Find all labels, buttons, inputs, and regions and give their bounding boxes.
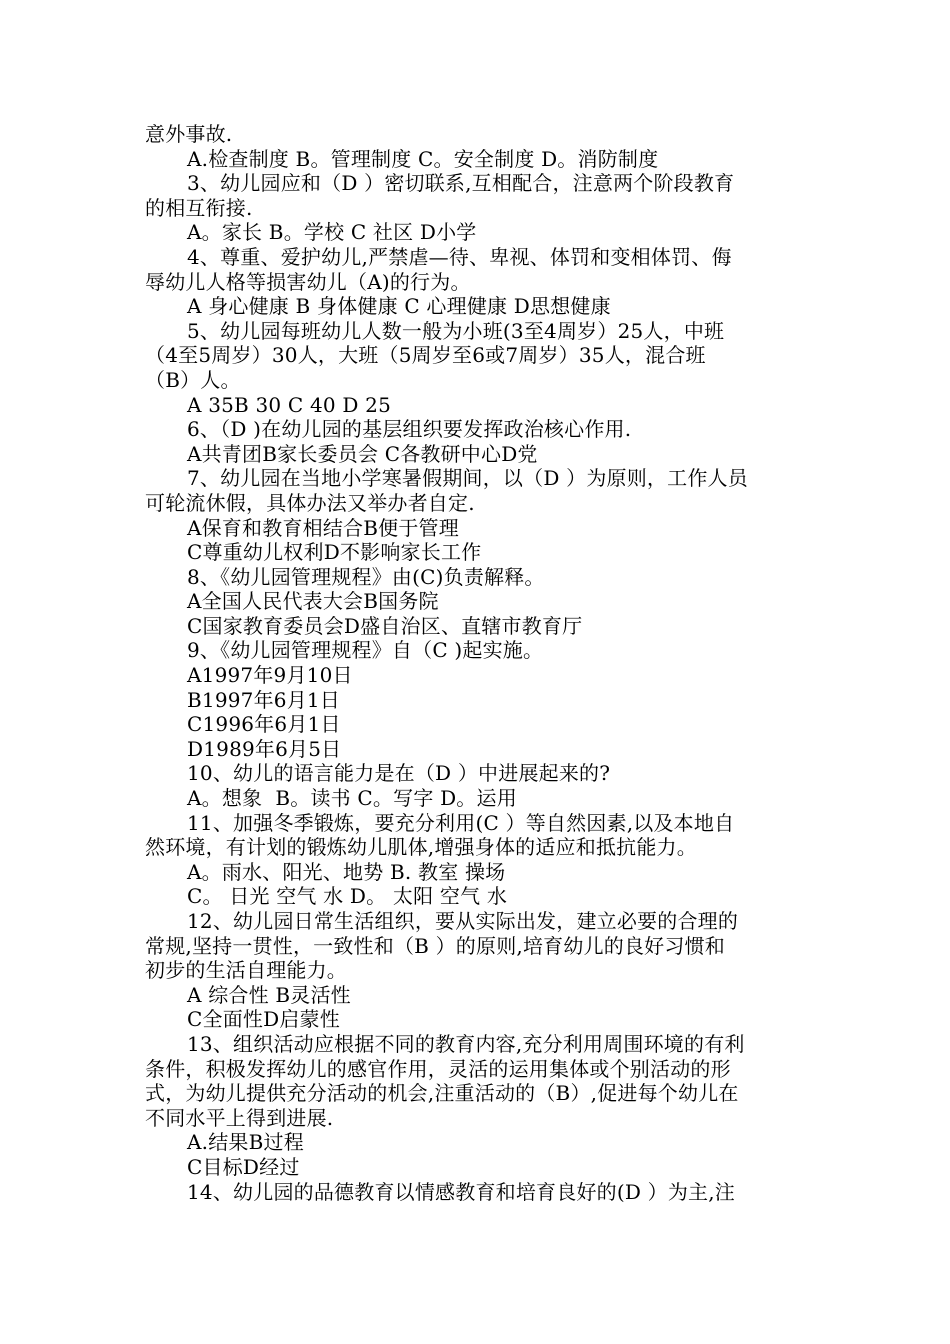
text-line: A 身心健康 B 身体健康 C 心理健康 D思想健康 <box>187 294 611 319</box>
text-line: A。雨水、阳光、地势 B. 教室 操场 <box>187 859 506 884</box>
text-line: 14、幼儿园的品德教育以情感教育和培育良好的(D ）为主,注 <box>187 1179 736 1204</box>
text-line: A全国人民代表大会B国务院 <box>187 589 439 614</box>
text-line: 不同水平上得到进展. <box>145 1105 334 1130</box>
text-line: （4至5周岁）30人，大班（5周岁至6或7周岁）35人，混合班 <box>145 343 706 368</box>
document-page <box>145 122 810 1204</box>
text-line: 4、尊重、爱护幼儿,严禁虐—待、卑视、体罚和变相体罚、侮 <box>187 244 732 269</box>
text-line: 然环境，有计划的锻炼幼儿肌体,增强身体的适应和抵抗能力。 <box>145 835 697 860</box>
text-line: 12、幼儿园日常生活组织，要从实际出发，建立必要的合理的 <box>187 909 739 933</box>
text-line: A共青团B家长委员会 C各教研中心D党 <box>187 441 538 466</box>
text-line: B1997年6月1日 <box>187 687 341 712</box>
text-line: 11、加强冬季锻炼，要充分利用(C ）等自然因素,以及本地自 <box>187 810 735 835</box>
text-line: A保育和教育相结合B便于管理 <box>187 515 459 540</box>
text-line: A 综合性 B灵活性 <box>187 982 351 1007</box>
text-line: A.检查制度 B。管理制度 C。安全制度 D。消防制度 <box>187 146 659 171</box>
text-line: A.结果B过程 <box>187 1130 304 1155</box>
text-line: C国家教育委员会D盛自治区、直辖市教育厅 <box>187 613 583 638</box>
text-line: A。想象 B。读书 C。写字 D。运用 <box>187 786 517 811</box>
text-line: （B）人。 <box>145 367 241 392</box>
text-line: C1996年6月1日 <box>187 712 341 737</box>
text-line: C尊重幼儿权利D不影响家长工作 <box>187 540 482 565</box>
text-line: 9、《幼儿园管理规程》自（C )起实施。 <box>187 638 544 663</box>
text-line: 8、《幼儿园管理规程》由(C)负责解释。 <box>187 564 545 589</box>
text-line: 13、组织活动应根据不同的教育内容,充分利用周围环境的有利 <box>187 1031 745 1056</box>
text-line: 5、幼儿园每班幼儿人数一般为小班(3至4周岁）25人，中班 <box>187 318 725 343</box>
text-line: 意外事故. <box>145 122 233 146</box>
text-line: 可轮流休假，具体办法又举办者自定. <box>145 490 475 515</box>
text-line: C目标D经过 <box>187 1154 300 1179</box>
text-line: 的相互衔接. <box>145 195 253 220</box>
text-line: A。家长 B。学校 C 社区 D小学 <box>187 220 477 245</box>
text-line: 条件，积极发挥幼儿的感官作用，灵活的运用集体或个别活动的形 <box>145 1056 731 1081</box>
text-line: 3、幼儿园应和（D ）密切联系,互相配合，注意两个阶段教育 <box>187 171 735 196</box>
text-line: 初步的生活自理能力。 <box>145 958 347 983</box>
text-line: 10、幼儿的语言能力是在（D ）中进展起来的? <box>187 761 611 786</box>
text-line: 辱幼儿人格等损害幼儿（A)的行为。 <box>145 269 471 294</box>
text-line: 6、（D )在幼儿园的基层组织要发挥政治核心作用. <box>187 417 632 442</box>
text-line: 式，为幼儿提供充分活动的机会,注重活动的（B）,促进每个幼儿在 <box>145 1081 739 1106</box>
text-line: 常规,坚持一贯性，一致性和（B ）的原则,培育幼儿的良好习惯和 <box>145 933 725 958</box>
text-line: A1997年9月10日 <box>187 663 353 688</box>
text-line: C。 日光 空气 水 D。 太阳 空气 水 <box>187 884 508 909</box>
text-line: C全面性D启蒙性 <box>187 1007 340 1032</box>
text-line: A 35B 30 C 40 D 25 <box>187 392 392 417</box>
text-line: 7、幼儿园在当地小学寒暑假期间，以（D ）为原则，工作人员 <box>187 466 748 491</box>
text-line: D1989年6月5日 <box>187 736 342 761</box>
